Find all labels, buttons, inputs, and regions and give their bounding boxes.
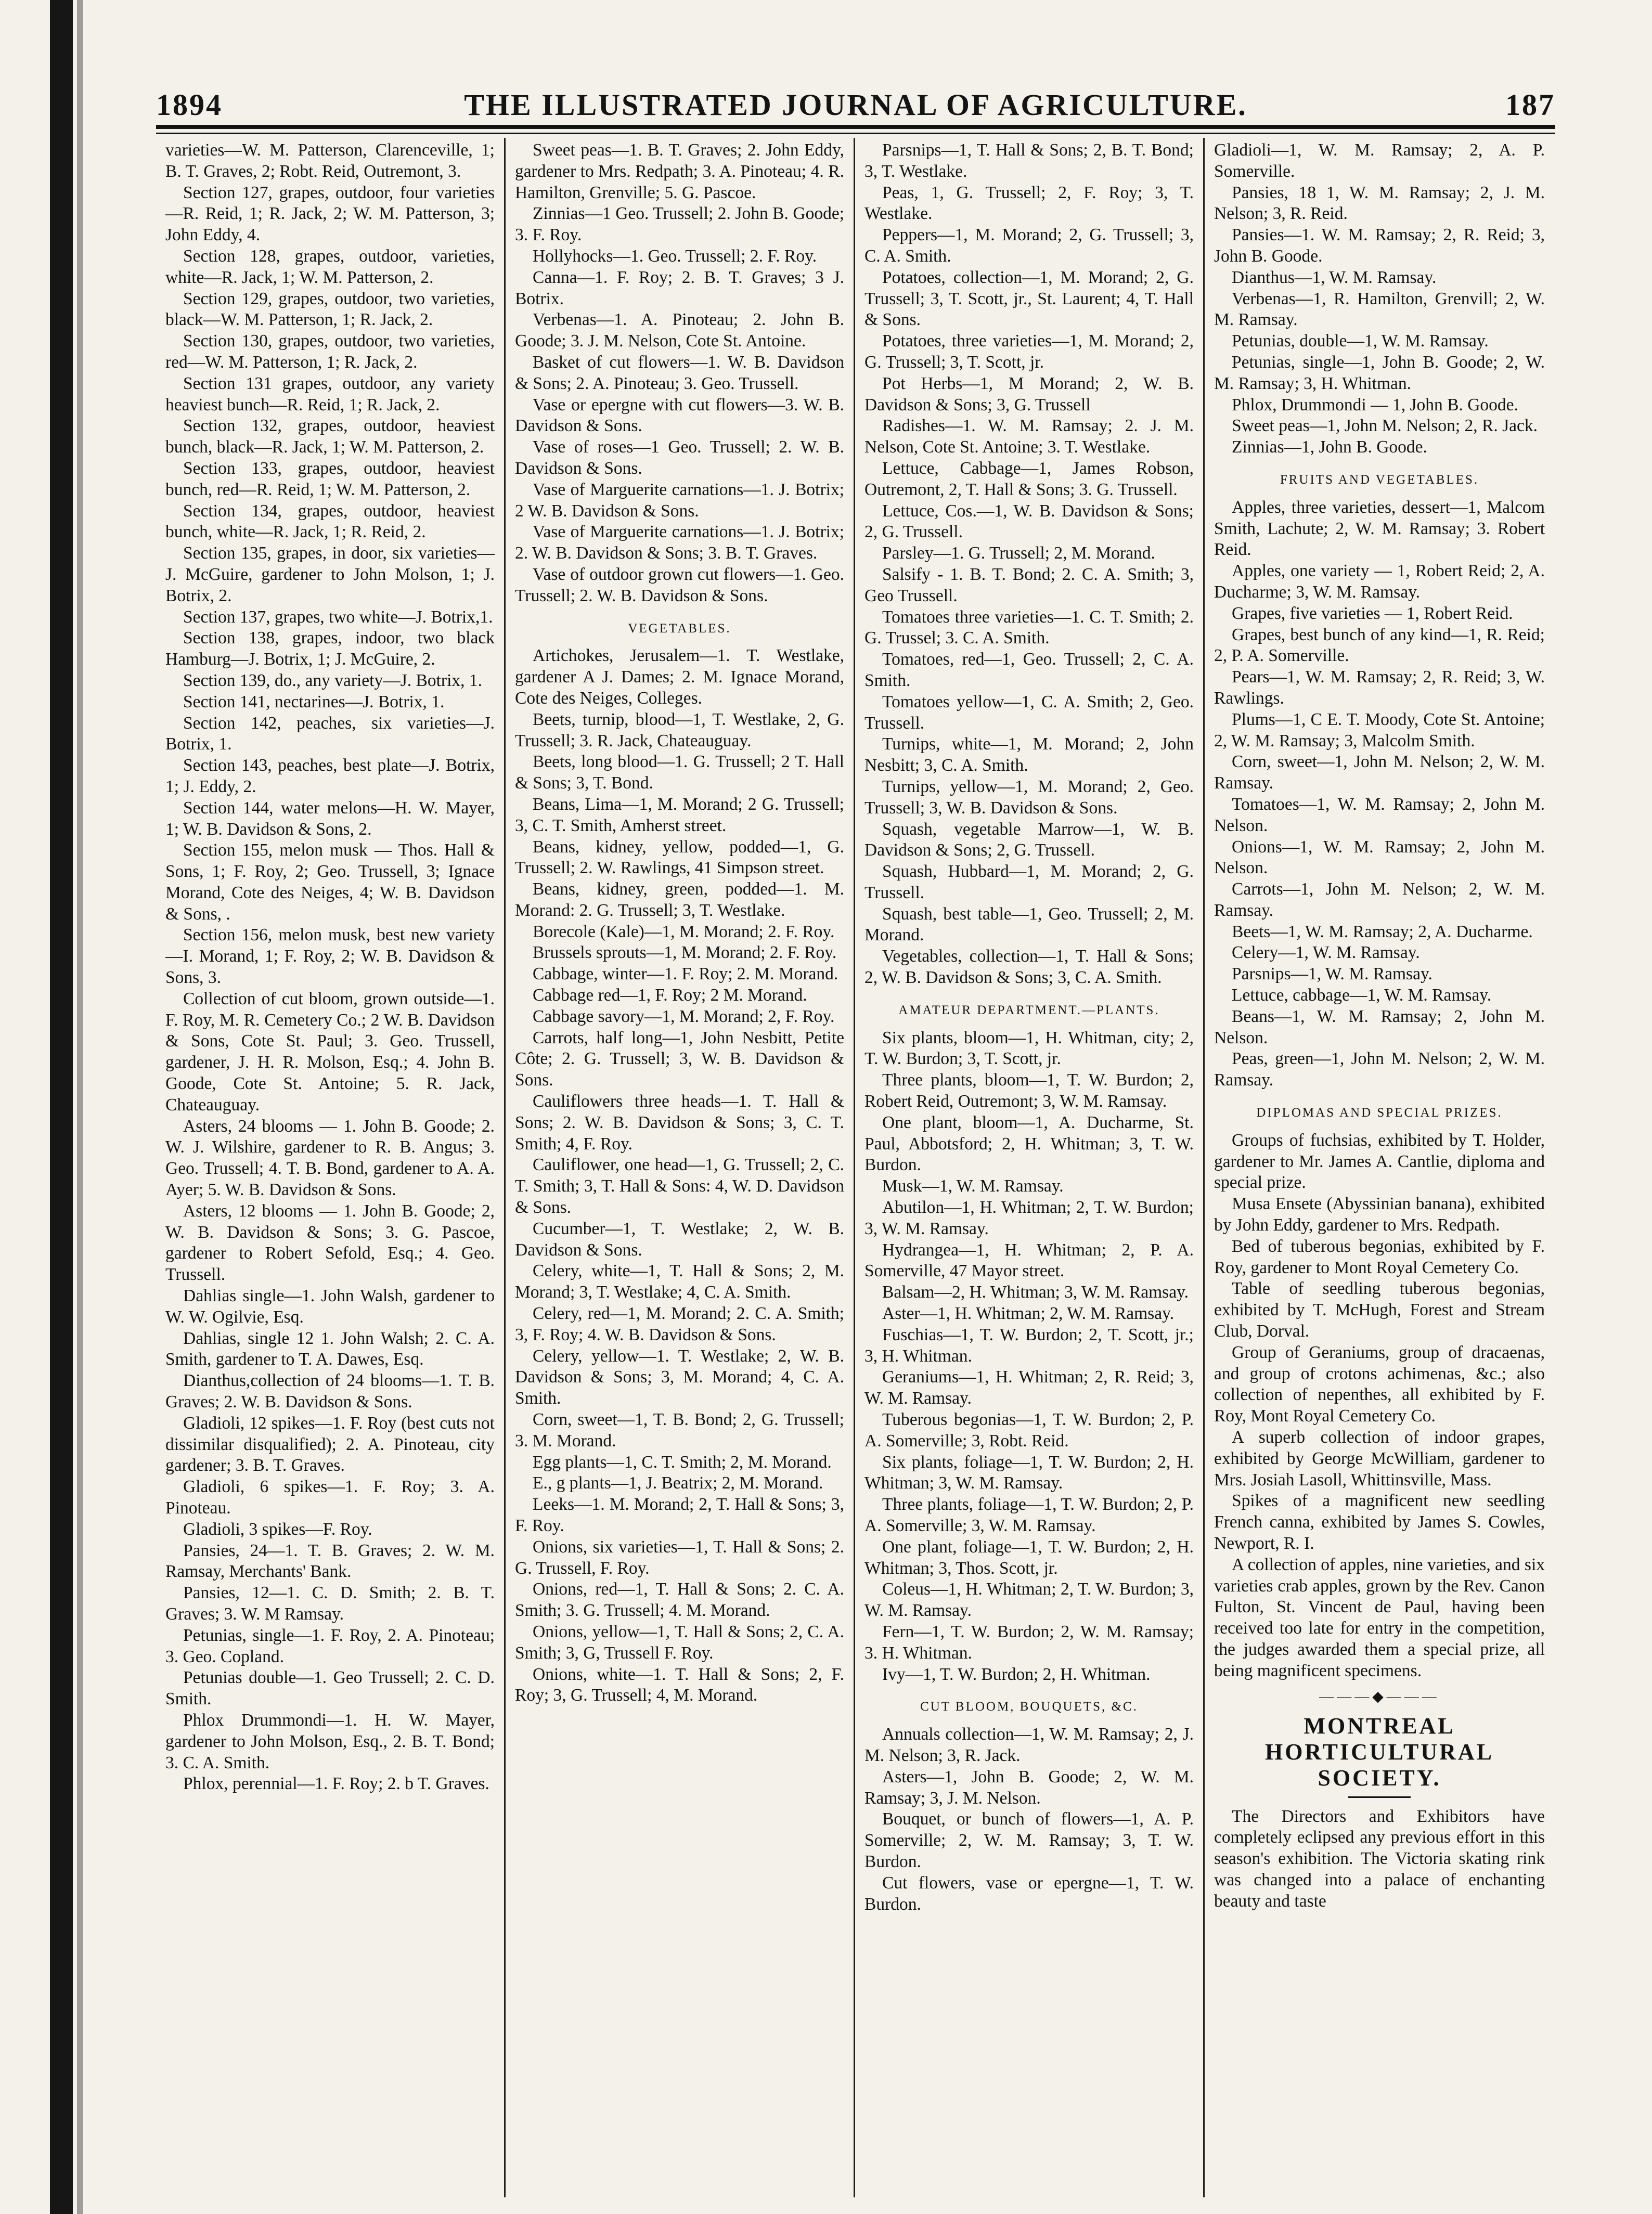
entry-paragraph: Potatoes, collection—1, M. Morand; 2, G. Trussell; 3, T. Scott, jr., St. Laurent; 4, T. Hall & Sons. (864, 267, 1194, 330)
entry-paragraph: Section 129, grapes, outdoor, two varieties, black—W. M. Patterson, 1; R. Jack, 2. (165, 289, 495, 330)
entry-paragraph: Spikes of a magnificent new seedling French canna, exhibited by James S. Cowles, Newport, R. I. (1214, 1491, 1545, 1553)
entry-paragraph: Pears—1, W. M. Ramsay; 2, R. Reid; 3, W. Rawlings. (1214, 667, 1545, 708)
entry-paragraph: Six plants, bloom—1, H. Whitman, city; 2, T. W. Burdon; 3, T. Scott, jr. (864, 1028, 1194, 1069)
entry-paragraph: Peas, green—1, John M. Nelson; 2, W. M. Ramsay. (1214, 1049, 1545, 1090)
entry-paragraph: Section 155, melon musk — Thos. Hall & Sons, 1; F. Roy, 2; Geo. Trussell, 3; Ignace Morand, Cote des Neiges, 4; W. B. Davidson & Sons, . (165, 840, 495, 924)
entry-paragraph: Three plants, bloom—1, T. W. Burdon; 2, Robert Reid, Outremont; 3, W. M. Ramsay. (864, 1070, 1194, 1111)
entry-paragraph: E., g plants—1, J. Beatrix; 2, M. Morand. (533, 1473, 823, 1493)
entry-paragraph: Parsley—1. G. Trussell; 2, M. Morand. (882, 543, 1155, 563)
entry-paragraph: A superb collection of indoor grapes, exhibited by George McWilliam, gardener to Mrs. Josiah Lasoll, Whittinsville, Mass. (1214, 1428, 1545, 1490)
entry-paragraph: The Directors and Exhibitors have completely eclipsed any previous effort in this season's exhibition. The Victoria skating rink was changed into a palace of enchanting beauty and taste (1214, 1806, 1545, 1911)
running-header (156, 83, 1555, 125)
entry-paragraph: Artichokes, Jerusalem—1. T. Westlake, gardener A J. Dames; 2. M. Ignace Morand, Cote des Neiges, Colleges. (515, 646, 844, 708)
entry-paragraph: Vase of Marguerite carnations—1. J. Botrix; 2. W. B. Davidson & Sons; 3. B. T. Graves. (515, 522, 844, 563)
entry-paragraph: Salsify - 1. B. T. Bond; 2. C. A. Smith; 3, Geo Trussell. (864, 564, 1194, 605)
entry-paragraph: Onions, red—1, T. Hall & Sons; 2. C. A. Smith; 3. G. Trussell; 4. M. Morand. (515, 1579, 844, 1621)
entry-paragraph: Three plants, foliage—1, T. W. Burdon; 2, P. A. Somerville; 3, W. M. Ramsay. (864, 1495, 1194, 1535)
entry-paragraph: Basket of cut flowers—1. W. B. Davidson & Sons; 2. A. Pinoteau; 3. Geo. Trussell. (515, 352, 844, 393)
ornament-divider: ———◆——— (1319, 1688, 1440, 1705)
column-1 (156, 138, 506, 2197)
entry-paragraph: Petunias, single—1. F. Roy, 2. A. Pinoteau; 3. Geo. Copland. (165, 1625, 495, 1666)
entry-paragraph: Squash, best table—1, Geo. Trussell; 2, M. Morand. (864, 904, 1194, 945)
entry-paragraph: Pansies, 18 1, W. M. Ramsay; 2, J. M. Nelson; 3, R. Reid. (1214, 183, 1545, 224)
entry-paragraph: Bed of tuberous begonias, exhibited by F. Roy, gardener to Mont Royal Cemetery Co. (1214, 1236, 1545, 1277)
fruits-vegetables-heading: FRUITS AND VEGETABLES. (1280, 472, 1479, 487)
entry-paragraph: Grapes, five varieties — 1, Robert Reid. (1232, 603, 1513, 623)
entry-paragraph: Corn, sweet—1, T. B. Bond; 2, G. Trussell; 3. M. Morand. (515, 1410, 844, 1451)
entry-paragraph: Gladioli—1, W. M. Ramsay; 2, A. P. Somerville. (1214, 140, 1545, 181)
entry-paragraph: Apples, one variety — 1, Robert Reid; 2, A. Ducharme; 3, W. M. Ramsay. (1214, 561, 1545, 602)
entry-paragraph: Section 131 grapes, outdoor, any variety heaviest bunch—R. Reid, 1; R. Jack, 2. (165, 373, 495, 415)
entry-paragraph: Annuals collection—1, W. M. Ramsay; 2, J. M. Nelson; 3, R. Jack. (864, 1725, 1194, 1765)
entry-paragraph: Egg plants—1, C. T. Smith; 2, M. Morand. (533, 1452, 832, 1472)
entry-paragraph: Beans, Lima—1, M. Morand; 2 G. Trussell; 3, C. T. Smith, Amherst street. (515, 794, 844, 835)
entry-paragraph: Asters—1, John B. Goode; 2, W. M. Ramsay; 3, J. M. Nelson. (864, 1767, 1194, 1808)
entry-paragraph: Onions—1, W. M. Ramsay; 2, John M. Nelson. (1214, 837, 1545, 878)
entry-paragraph: Section 138, grapes, indoor, two black Hamburg—J. Botrix, 1; J. McGuire, 2. (165, 628, 495, 669)
entry-paragraph: Lettuce, cabbage—1, W. M. Ramsay. (1232, 986, 1492, 1005)
entry-paragraph: Section 127, grapes, outdoor, four varieties—R. Reid, 1; R. Jack, 2; W. M. Patterson, 3; John Eddy, 4. (165, 183, 495, 245)
entry-paragraph: Musa Ensete (Abyssinian banana), exhibited by John Eddy, gardener to Mrs. Redpath. (1214, 1194, 1545, 1235)
vegetables-heading: VEGETABLES. (628, 621, 731, 636)
entry-paragraph: Celery, red—1, M. Morand; 2. C. A. Smith; 3, F. Roy; 4. W. B. Davidson & Sons. (515, 1304, 844, 1344)
entry-paragraph: Section 132, grapes, outdoor, heaviest bunch, black—R. Jack, 1; W. M. Patterson, 2. (165, 416, 495, 457)
entry-paragraph: Zinnias—1, John B. Goode. (1232, 437, 1427, 457)
entry-paragraph: Dahlias single—1. John Walsh, gardener to W. W. Ogilvie, Esq. (165, 1286, 495, 1327)
entry-paragraph: Pot Herbs—1, M Morand; 2, W. B. Davidson & Sons; 3, G. Trussell (864, 373, 1194, 415)
entry-paragraph: Hollyhocks—1. Geo. Trussell; 2. F. Roy. (533, 246, 817, 266)
binding-edge (77, 0, 83, 2214)
entry-paragraph: Onions, white—1. T. Hall & Sons; 2, F. Roy; 3, G. Trussell; 4, M. Morand. (515, 1664, 844, 1705)
entry-paragraph: Tomatoes—1, W. M. Ramsay; 2, John M. Nelson. (1214, 794, 1545, 835)
entry-paragraph: Section 144, water melons—H. W. Mayer, 1; W. B. Davidson & Sons, 2. (165, 798, 495, 839)
entry-paragraph: Lettuce, Cabbage—1, James Robson, Outremont, 2, T. Hall & Sons; 3. G. Trussell. (864, 458, 1194, 499)
entry-paragraph: Section 133, grapes, outdoor, heaviest bunch, red—R. Reid, 1; W. M. Patterson, 2. (165, 458, 495, 499)
entry-paragraph: Verbenas—1, R. Hamilton, Grenvill; 2, W. M. Ramsay. (1214, 289, 1545, 330)
entry-paragraph: One plant, foliage—1, T. W. Burdon; 2, H. Whitman; 3, Thos. Scott, jr. (864, 1537, 1194, 1578)
entry-paragraph: Musk—1, W. M. Ramsay. (882, 1176, 1064, 1196)
entry-paragraph: Carrots—1, John M. Nelson; 2, W. M. Ramsay. (1214, 879, 1545, 920)
entry-paragraph: Verbenas—1. A. Pinoteau; 2. John B. Goode; 3. J. M. Nelson, Cote St. Antoine. (515, 310, 844, 351)
entry-paragraph: Geraniums—1, H. Whitman; 2, R. Reid; 3, W. M. Ramsay. (864, 1367, 1194, 1408)
entry-paragraph: Beets, turnip, blood—1, T. Westlake, 2, G. Trussell; 3. R. Jack, Chateauguay. (515, 709, 844, 750)
entry-paragraph: Table of seedling tuberous begonias, exhibited by T. McHugh, Forest and Stream Club, Dorval. (1214, 1279, 1545, 1341)
entry-paragraph: Tomatoes three varieties—1. C. T. Smith; 2. G. Trussel; 3. C. A. Smith. (864, 607, 1194, 648)
entry-paragraph: Vase of roses—1 Geo. Trussell; 2. W. B. Davidson & Sons. (515, 437, 844, 478)
header-rule (156, 125, 1555, 129)
page-columns (156, 138, 1555, 2197)
entry-paragraph: Gladioli, 3 spikes—F. Roy. (183, 1519, 372, 1539)
entry-paragraph: Onions, six varieties—1, T. Hall & Sons; 2. G. Trussell, F. Roy. (515, 1537, 844, 1578)
entry-paragraph: Celery, white—1, T. Hall & Sons; 2, M. Morand; 3, T. Westlake; 4, C. A. Smith. (515, 1261, 844, 1302)
entry-paragraph: Fuschias—1, T. W. Burdon; 2, T. Scott, jr.; 3, H. Whitman. (864, 1325, 1194, 1366)
journal-title: THE ILLUSTRATED JOURNAL OF AGRICULTURE. (464, 88, 1247, 122)
entry-paragraph: Balsam—2, H. Whitman; 3, W. M. Ramsay. (882, 1283, 1189, 1302)
entry-paragraph: Turnips, yellow—1, M. Morand; 2, Geo. Trussell; 3, W. B. Davidson & Sons. (864, 776, 1194, 818)
entry-paragraph: Squash, Hubbard—1, M. Morand; 2, G. Trussell. (864, 862, 1194, 902)
entry-paragraph: Potatoes, three varieties—1, M. Morand; 2, G. Trussell; 3, T. Scott, jr. (864, 331, 1194, 372)
header-rule-thin (156, 133, 1555, 134)
entry-paragraph: Canna—1. F. Roy; 2. B. T. Graves; 3 J. Botrix. (515, 267, 844, 308)
entry-paragraph: Grapes, best bunch of any kind—1, R. Reid; 2, P. A. Somerville. (1214, 625, 1545, 666)
entry-paragraph: Tomatoes, red—1, Geo. Trussell; 2, C. A. Smith. (864, 650, 1194, 690)
entry-paragraph: Turnips, white—1, M. Morand; 2, John Nesbitt; 3, C. A. Smith. (864, 734, 1194, 775)
column-3 (855, 138, 1205, 2197)
entry-paragraph: Carrots, half long—1, John Nesbitt, Petite Côte; 2. G. Trussell; 3, W. B. Davidson & Sons. (515, 1028, 844, 1090)
entry-paragraph: Section 143, peaches, best plate—J. Botrix, 1; J. Eddy, 2. (165, 756, 495, 796)
entry-paragraph: Asters, 24 blooms — 1. John B. Goode; 2. W. J. Wilshire, gardener to R. B. Angus; 3. Geo. Trussell; 4. T. B. Bond, gardener to A. A. Ayer; 5. W. B. Davidson & Sons. (165, 1116, 495, 1200)
entry-paragraph: Zinnias—1 Geo. Trussell; 2. John B. Goode; 3. F. Roy. (515, 204, 844, 245)
entry-paragraph: One plant, bloom—1, A. Ducharme, St. Paul, Abbotsford; 2, H. Whitman; 3, T. W. Burdon. (864, 1112, 1194, 1175)
entry-paragraph: Section 139, do., any variety—J. Botrix, 1. (183, 670, 483, 690)
entry-paragraph: Dahlias, single 12 1. John Walsh; 2. C. A. Smith, gardener to T. A. Dawes, Esq. (165, 1328, 495, 1369)
entry-paragraph: Tomatoes yellow—1, C. A. Smith; 2, Geo. Trussell. (864, 692, 1194, 733)
entry-paragraph: Cabbage red—1, F. Roy; 2 M. Morand. (533, 986, 807, 1005)
entry-paragraph: Section 134, grapes, outdoor, heaviest bunch, white—R. Jack, 1; R. Reid, 2. (165, 501, 495, 542)
entry-paragraph: Section 137, grapes, two white—J. Botrix,1. (183, 607, 493, 627)
entry-paragraph: Pansies, 12—1. C. D. Smith; 2. B. T. Graves; 3. W. M Ramsay. (165, 1583, 495, 1624)
entry-paragraph: Vase of outdoor grown cut flowers—1. Geo. Trussell; 2. W. B. Davidson & Sons. (515, 564, 844, 605)
entry-paragraph: Section 156, melon musk, best new variety—I. Morand, 1; F. Roy, 2; W. B. Davidson & Sons, 3. (165, 925, 495, 988)
entry-paragraph: Cabbage, winter—1. F. Roy; 2. M. Morand. (533, 964, 838, 984)
entry-paragraph: Dianthus—1, W. M. Ramsay. (1232, 267, 1437, 287)
diplomas-heading: DIPLOMAS AND SPECIAL PRIZES. (1256, 1106, 1503, 1120)
entry-paragraph: Ivy—1, T. W. Burdon; 2, H. Whitman. (882, 1664, 1151, 1684)
column-2 (506, 138, 855, 2197)
entry-paragraph: Cut flowers, vase or epergne—1, T. W. Burdon. (864, 1873, 1194, 1914)
entry-paragraph: Coleus—1, H. Whitman; 2, T. W. Burdon; 3, W. M. Ramsay. (864, 1579, 1194, 1621)
cut-bloom-heading: CUT BLOOM, BOUQUETS, &C. (920, 1700, 1138, 1714)
entry-paragraph: Abutilon—1, H. Whitman; 2, T. W. Burdon; 3, W. M. Ramsay. (864, 1198, 1194, 1238)
entry-paragraph: Vase of Marguerite carnations—1. J. Botrix; 2 W. B. Davidson & Sons. (515, 480, 844, 521)
entry-paragraph: Leeks—1. M. Morand; 2, T. Hall & Sons; 3, F. Roy. (515, 1495, 844, 1535)
title-rule (1348, 1796, 1411, 1798)
entry-paragraph: Pansies—1. W. M. Ramsay; 2, R. Reid; 3, John B. Goode. (1214, 225, 1545, 266)
entry-paragraph: Squash, vegetable Marrow—1, W. B. Davidson & Sons; 2, G. Trussell. (864, 819, 1194, 860)
entry-paragraph: Cucumber—1, T. Westlake; 2, W. B. Davidson & Sons. (515, 1219, 844, 1260)
entry-paragraph: Radishes—1. W. M. Ramsay; 2. J. M. Nelson, Cote St. Antoine; 3. T. Westlake. (864, 416, 1194, 457)
entry-paragraph: Sweet peas—1. B. T. Graves; 2. John Eddy, gardener to Mrs. Redpath; 3. A. Pinoteau; 4. R. Hamilton, Grenville; 5. G. Pascoe. (515, 140, 844, 202)
entry-paragraph: Gladioli, 12 spikes—1. F. Roy (best cuts not dissimilar disqualified); 2. A. Pinoteau, city gardener; 3. B. T. Graves. (165, 1413, 495, 1475)
entry-paragraph: Petunias, double—1, W. M. Ramsay. (1232, 331, 1489, 351)
entry-paragraph: Lettuce, Cos.—1, W. B. Davidson & Sons; 2, G. Trussell. (864, 501, 1194, 542)
entry-paragraph: Section 130, grapes, outdoor, two varieties, red—W. M. Patterson, 1; R. Jack, 2. (165, 331, 495, 372)
society-title: MONTREAL HORTICULTURAL SOCIETY. (1264, 1713, 1494, 1791)
entry-paragraph: Groups of fuchsias, exhibited by T. Holder, gardener to Mr. James A. Cantlie, diploma and special prize. (1214, 1130, 1545, 1193)
entry-paragraph: Parsnips—1, T. Hall & Sons; 2, B. T. Bond; 3, T. Westlake. (864, 140, 1194, 181)
entry-paragraph: Beets, long blood—1. G. Trussell; 2 T. Hall & Sons; 3, T. Bond. (515, 752, 844, 793)
entry-paragraph: Beans, kidney, yellow, podded—1, G. Trussell; 2. W. Rawlings, 41 Simpson street. (515, 837, 844, 878)
entry-paragraph: Celery, yellow—1. T. Westlake; 2, W. B. Davidson & Sons; 3, M. Morand; 4, C. A. Smith. (515, 1346, 844, 1408)
year-label: 1894 (156, 88, 223, 122)
entry-paragraph: Beets—1, W. M. Ramsay; 2, A. Ducharme. (1232, 922, 1533, 941)
entry-paragraph: Asters, 12 blooms — 1. John B. Goode; 2, W. B. Davidson & Sons; 3. G. Pascoe, gardener to Robert Sefold, Esq.; 4. Geo. Trussell. (165, 1201, 495, 1285)
entry-paragraph: Phlox, perennial—1. F. Roy; 2. b T. Graves. (183, 1774, 489, 1794)
entry-paragraph: Vegetables, collection—1, T. Hall & Sons; 2, W. B. Davidson & Sons; 3, C. A. Smith. (864, 947, 1194, 988)
entry-paragraph: Petunias double—1. Geo Trussell; 2. C. D. Smith. (165, 1668, 495, 1709)
binding-shadow (50, 0, 73, 2214)
entry-paragraph: Section 135, grapes, in door, six varieties—J. McGuire, gardener to John Molson, 1; J. Botrix, 2. (165, 543, 495, 605)
entry-paragraph: Cabbage savory—1, M. Morand; 2, F. Roy. (533, 1006, 835, 1026)
entry-paragraph: Parsnips—1, W. M. Ramsay. (1232, 964, 1432, 984)
entry-paragraph: Section 142, peaches, six varieties—J. Botrix, 1. (165, 713, 495, 754)
entry-paragraph: Six plants, foliage—1, T. W. Burdon; 2, H. Whitman; 3, W. M. Ramsay. (864, 1452, 1194, 1493)
entry-paragraph: Bouquet, or bunch of flowers—1, A. P. Somerville; 2, W. M. Ramsay; 3, T. W. Burdon. (864, 1809, 1194, 1871)
entry-paragraph: Celery—1, W. M. Ramsay. (1232, 943, 1420, 963)
entry-paragraph: varieties—W. M. Patterson, Clarenceville, 1; B. T. Graves, 2; Robt. Reid, Outremont, 3. (165, 140, 495, 181)
entry-paragraph: Vase or epergne with cut flowers—3. W. B. Davidson & Sons. (515, 395, 844, 436)
entry-paragraph: Corn, sweet—1, John M. Nelson; 2, W. M. Ramsay. (1214, 752, 1545, 793)
entry-paragraph: Plums—1, C E. T. Moody, Cote St. Antoine; 2, W. M. Ramsay; 3, Malcolm Smith. (1214, 709, 1545, 750)
entry-paragraph: Aster—1, H. Whitman; 2, W. M. Ramsay. (882, 1304, 1175, 1324)
entry-paragraph: Sweet peas—1, John M. Nelson; 2, R. Jack. (1232, 416, 1538, 436)
entry-paragraph: Phlox Drummondi—1. H. W. Mayer, gardener to John Molson, Esq., 2. B. T. Bond; 3. C. A. Smith. (165, 1710, 495, 1772)
column-4 (1205, 138, 1554, 2197)
entry-paragraph: Cauliflowers three heads—1. T. Hall & Sons; 2. W. B. Davidson & Sons; 3, C. T. Smith; 4, F. Roy. (515, 1092, 844, 1154)
entry-paragraph: Apples, three varieties, dessert—1, Malcom Smith, Lachute; 2, W. M. Ramsay; 3. Robert Reid. (1214, 497, 1545, 560)
entry-paragraph: Cauliflower, one head—1, G. Trussell; 2, C. T. Smith; 3, T. Hall & Sons: 4, W. D. Davidson & Sons. (515, 1155, 844, 1218)
amateur-department-heading: AMATEUR DEPARTMENT.—PLANTS. (898, 1003, 1160, 1017)
entry-paragraph: Pansies, 24—1. T. B. Graves; 2. W. M. Ramsay, Merchants' Bank. (165, 1540, 495, 1582)
entry-paragraph: Dianthus,collection of 24 blooms—1. T. B. Graves; 2. W. B. Davidson & Sons. (165, 1371, 495, 1412)
entry-paragraph: Petunias, single—1, John B. Goode; 2, W. M. Ramsay; 3, H. Whitman. (1214, 352, 1545, 393)
entry-paragraph: Peppers—1, M. Morand; 2, G. Trussell; 3, C. A. Smith. (864, 225, 1194, 266)
entry-paragraph: Tuberous begonias—1, T. W. Burdon; 2, P. A. Somerville; 3, Robt. Reid. (864, 1410, 1194, 1451)
entry-paragraph: Hydrangea—1, H. Whitman; 2, P. A. Somerville, 47 Mayor street. (864, 1240, 1194, 1281)
entry-paragraph: Collection of cut bloom, grown outside—1. F. Roy, M. R. Cemetery Co.; 2 W. B. Davidson & Sons, Cote St. Paul; 3. Geo. Trussell, gardener, J. H. R. Molson, Esq.; 4. John B. Goode, Cote St. Antoine; 5. R. Jack, Chateauguay. (165, 989, 495, 1115)
entry-paragraph: Peas, 1, G. Trussell; 2, F. Roy; 3, T. Westlake. (864, 183, 1194, 224)
entry-paragraph: Borecole (Kale)—1, M. Morand; 2. F. Roy. (533, 922, 835, 941)
entry-paragraph: Onions, yellow—1, T. Hall & Sons; 2, C. A. Smith; 3, G, Trussell F. Roy. (515, 1622, 844, 1663)
entry-paragraph: Section 128, grapes, outdoor, varieties, white—R. Jack, 1; W. M. Patterson, 2. (165, 246, 495, 287)
entry-paragraph: Phlox, Drummondi — 1, John B. Goode. (1232, 395, 1518, 415)
entry-paragraph: Section 141, nectarines—J. Botrix, 1. (183, 692, 445, 711)
entry-paragraph: Beans—1, W. M. Ramsay; 2, John M. Nelson. (1214, 1006, 1545, 1047)
entry-paragraph: A collection of apples, nine varieties, and six varieties crab apples, grown by the Rev. Canon Fulton, St. Vincent de Paul, having been received too late for entry in the competition, the judges awarded them a special prize, all being magnificent specimens. (1214, 1555, 1545, 1680)
entry-paragraph: Beans, kidney, green, podded—1. M. Morand: 2. G. Trussell; 3, T. Westlake. (515, 879, 844, 920)
page-number: 187 (1505, 88, 1555, 122)
entry-paragraph: Fern—1, T. W. Burdon; 2, W. M. Ramsay; 3. H. Whitman. (864, 1622, 1194, 1663)
entry-paragraph: Gladioli, 6 spikes—1. F. Roy; 3. A. Pinoteau. (165, 1477, 495, 1518)
entry-paragraph: Brussels sprouts—1, M. Morand; 2. F. Roy. (533, 943, 837, 963)
entry-paragraph: Group of Geraniums, group of dracaenas, and group of crotons achimenas, &c.; also collection of nepenthes, all exhibited by F. Roy, Mont Royal Cemetery Co. (1214, 1342, 1545, 1426)
